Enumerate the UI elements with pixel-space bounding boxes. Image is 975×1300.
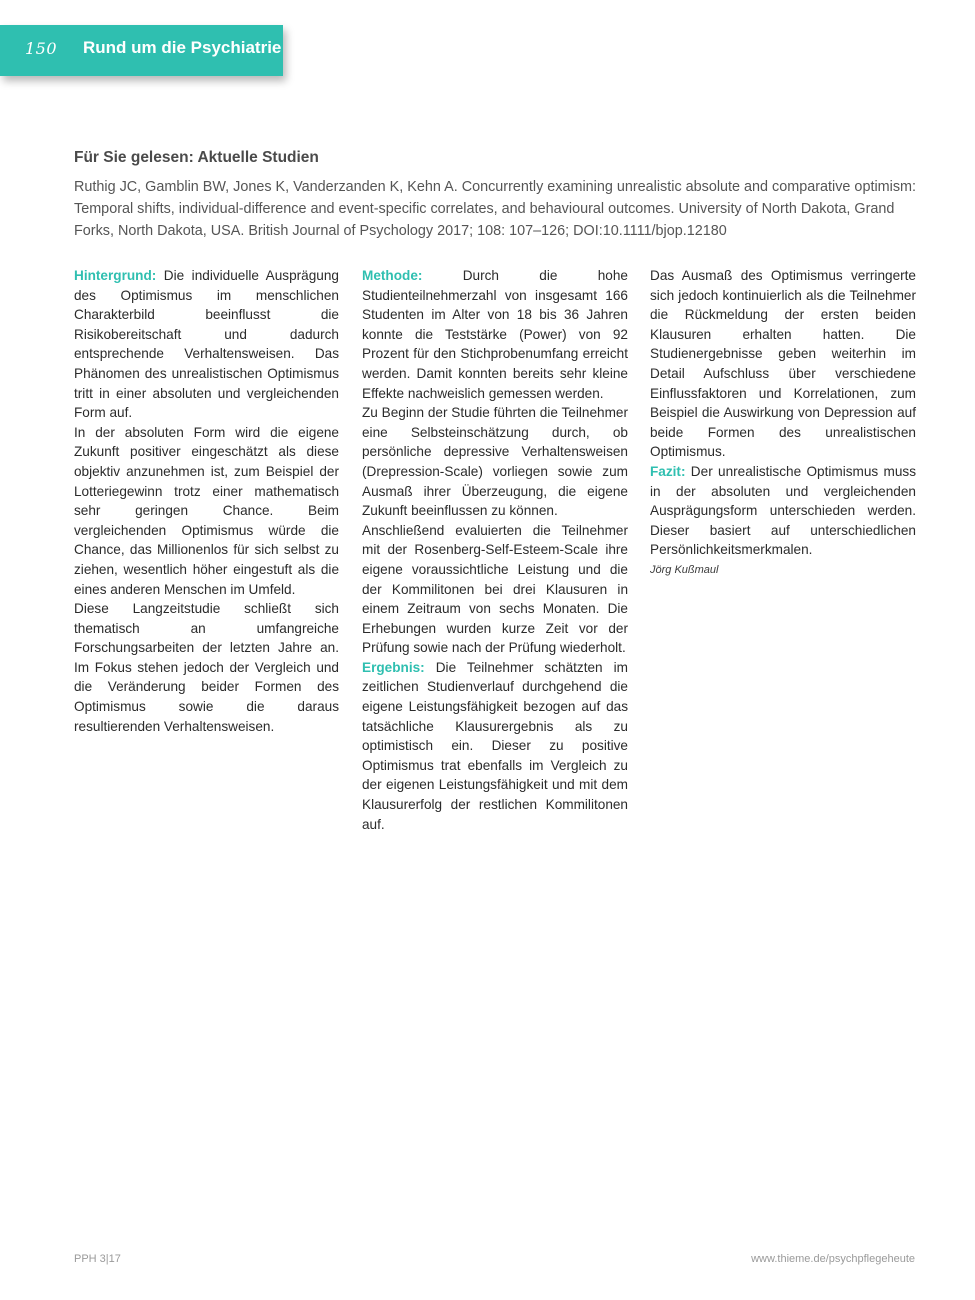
page-number: 150 [25,39,58,58]
article-heading: Für Sie gelesen: Aktuelle Studien [74,149,319,166]
paragraph [362,658,628,834]
column-2 [362,266,628,834]
paragraph-text: Die individuelle Ausprägung des Optimismus im menschlichen Charakterbild beeinflusst die Risikobereitschaft und dadurch entsprechende Verhaltensweisen. Das Phänomen des unrealistischen Optimismus tritt in einer absoluten und vergleichenden Form auf. [74,268,339,421]
hintergrund-label: Hintergrund: [74,268,157,283]
section-title-banner: Rund um die Psychiatrie [83,38,282,57]
footer-url: www.thieme.de/psychpflegeheute [751,1253,915,1265]
column-1 [74,266,339,736]
paragraph: In der absoluten Form wird die eigene Zukunft positiver eingeschätzt als diese objektiv anzunehmen ist, zum Beispiel der Lotteriegewinn trotz einer mathematisch sehr geringen Chance. Beim vergleichenden Optimismus würde die Chance, das Millionenlos für sich selbst zu ziehen, wesentlich höher eingestuft als die eines anderen Menschen im Umfeld. [74,424,339,597]
ergebnis-label: Ergebnis: [362,659,425,675]
fazit-label: Fazit: [650,463,686,479]
paragraph [650,462,916,560]
author-name: Jörg Kußmaul [650,563,719,576]
paragraph-text: Durch die hohe Studienteilnehmerzahl von insgesamt 166 Studenten im Alter von 18 bis 36 Jahren konnte die Teststärke (Power) von 92 Prozent für den Stichprobenumfang erreicht werden. Damit konnten bereits sehr kleine Effekte nachweislich gemessen werden. [362,268,628,401]
article-citation: Ruthig JC, Gamblin BW, Jones K, Vanderzanden K, Kehn A. Concurrently examining unrealistic absolute and comparative optimism: Temporal shifts, individual-difference and event-specific correlates, and behavioural outcomes. University of North Dakota, Grand Forks, North Dakota, USA. British Journal of Psychology 2017; 108: 107–126; DOI:10.1111/bjop.12180 [74,179,917,239]
paragraph [362,266,628,403]
paragraph-text: Die Teilnehmer schätzten im zeitlichen Studienverlauf durchgehend die eigene Leistungsfähigkeit bezogen auf das tatsächliche Klausurergebnis als zu optimistisch ein. Dieser zu positive Optimismus trat ebenfalls im Vergleich zu der eigenen Leistungsfähigkeit und mit dem Klausurerfolg der restlichen Kommilitonen auf. [362,659,628,832]
paragraph: Zu Beginn der Studie führten die Teilnehmer eine Selbsteinschätzung durch, ob persönliche depressive Verhaltensweisen (Drepression-Scale) vorliegen sowie zum Ausmaß ihrer Überzeugung, die eigene Zukunft beeinflussen zu können. [362,405,628,519]
paragraph [74,266,339,423]
paragraph: Das Ausmaß des Optimismus verringerte sich jedoch kontinuierlich als die Teilnehmer die Rückmeldung der ersten beiden Klausuren erhalten hatten. Die Studienergebnisse geben weiterhin im Detail Aufschluss über verschiedene Einflussfaktoren und Korrelationen, zum Beispiel die Auswirkung von Depression auf beide Formen des unrealistischen Optimismus. [650,268,916,460]
methode-label: Methode: [362,268,423,283]
paragraph-text: Der unrealistische Optimismus muss in der absoluten und vergleichenden Ausprägungsform unterschieden werden. Dieser basiert auf unterschiedlichen Persönlichkeitsmerkmalen. [650,463,916,558]
paragraph: Diese Langzeitstudie schließt sich thematisch an umfangreiche Forschungsarbeiten der letzten Jahre an. Im Fokus stehen jedoch der Vergleich und die Veränderung beider Formen des Optimismus sowie die daraus resultierenden Verhaltensweisen. [74,601,339,734]
footer-issue: PPH 3|17 [74,1253,121,1265]
paragraph: Anschließend evaluierten die Teilnehmer mit der Rosenberg-Self-Esteem-Scale ihre eigene voraussichtliche Leistung und die der Kommilitonen bei drei Klausuren in einem Zeitraum von sechs Monaten. Die Erhebungen wurden kurze Zeit vor der Prüfung sowie nach der Prüfung wiederholt. [362,522,628,656]
header-banner [0,25,283,76]
column-3 [650,266,916,579]
